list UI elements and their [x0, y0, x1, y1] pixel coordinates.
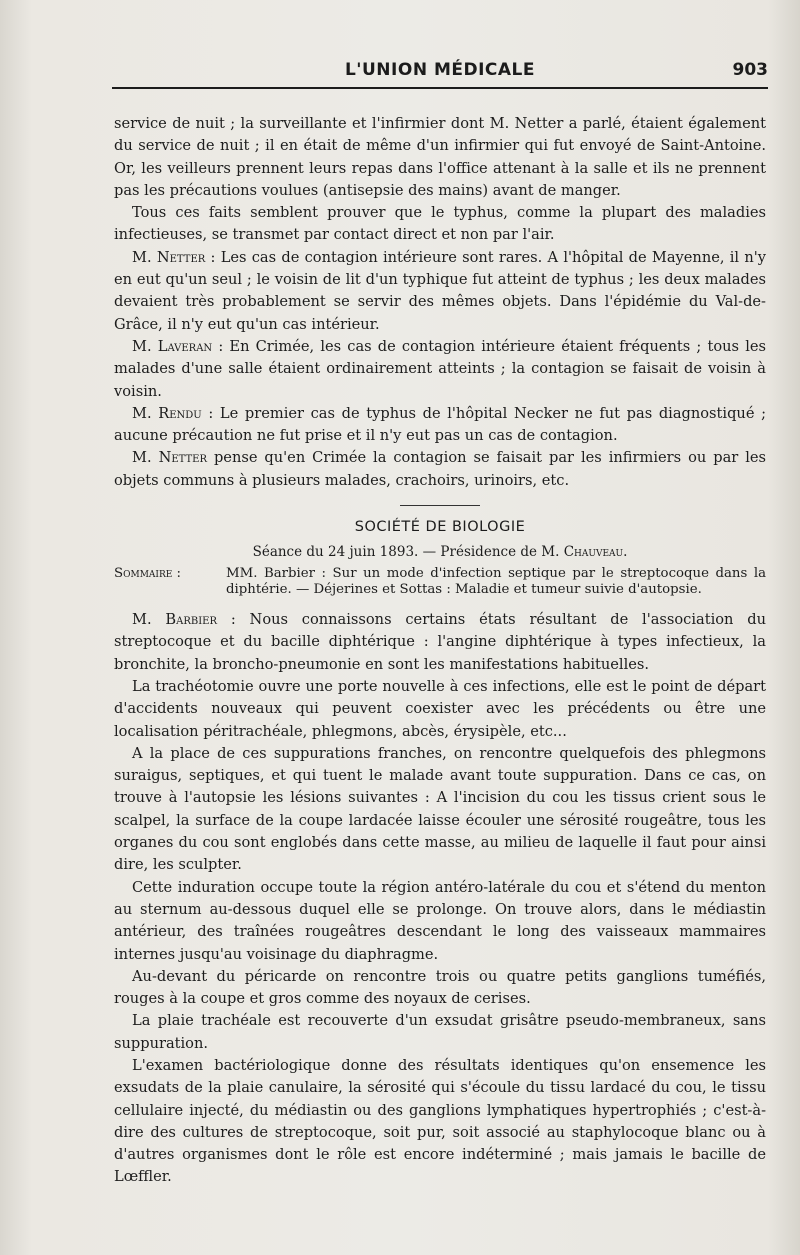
body-text	[114, 113, 766, 1189]
running-title: L'UNION MÉDICALE	[344, 60, 536, 80]
speaker-name: Netter	[156, 248, 206, 266]
speech-text: : Nous connaissons certains états résultant de l'association du streptocoque et du bacille diphtérique : l'angine diphtérique à types infectieux, la bronchite, la broncho-pneumonie en sont les manifestations habituelles.	[114, 611, 766, 673]
speech-text: : Le premier cas de typhus de l'hôpital Necker ne fut pas diagnostiqué ; aucune précaution ne fut prise et il n'y eut pas un cas de contagion.	[114, 404, 767, 445]
speech-text: : En Crimée, les cas de contagion intérieure étaient fréquents ; tous les malades d'une salle étaient ordinairement atteints ; la contagion se faisait de voisin à voisin.	[114, 337, 766, 400]
page-header	[112, 56, 768, 92]
paragraph: Cette induration occupe toute la région antéro-latérale du cou et s'étend du menton au sternum au-dessous duquel elle se prolonge. On trouve alors, dans le médiastin antérieur, des traînées rougeâtres descendant le long des vaisseaux mammaires internes jusqu'au voisinage du diaphragme.	[114, 878, 766, 963]
speech-netter	[114, 247, 766, 336]
speaker-name: Laveran	[157, 337, 213, 355]
page-number: 903	[732, 60, 768, 80]
paragraph: L'examen bactériologique donne des résultats identiques qu'on ensemence les exsudats de la plaie canulaire, la sérosité qui s'écoule du tissu lardacé du cou, le tissu cellulaire injecté, du médiastin ou des ganglions lymphatiques hypertrophiés ; c'est-à-dire des cultures de streptocoque, soit pur, soit associé au staphylocoque blanc ou à d'autres organismes dont le rôle est encore indéterminé ; mais jamais le bacille de Lœffler.	[114, 1056, 766, 1186]
speech-netter-2	[114, 447, 766, 492]
speaker-prefix: M.	[132, 404, 152, 422]
speaker-prefix: M.	[132, 337, 152, 355]
seance-suffix: .	[623, 544, 628, 561]
seance-line	[114, 542, 766, 562]
speaker-prefix: M.	[132, 611, 152, 629]
speech-text: : Les cas de contagion intérieure sont rares. A l'hôpital de Mayenne, il n'y en eut qu'un seul ; le voisin de lit d'un typhique fut atteint de typhus ; les deux malades devaient très probablement se servir des mêmes objets. Dans l'épidémie du Val-de-Grâce, il n'y eut qu'un cas intérieur.	[114, 248, 766, 333]
seance-prefix: Séance du 24 juin 1893. — Présidence de M.	[252, 544, 564, 561]
paragraph: La trachéotomie ouvre une porte nouvelle à ces infections, elle est le point de départ d'accidents nouveaux qui peuvent coexister avec les précédents ou être une localisation péritrachéale, phlegmons, abcès, érysipèle, etc...	[114, 677, 766, 740]
section-divider	[400, 505, 480, 506]
sommaire	[114, 566, 766, 597]
paragraph: La plaie trachéale est recouverte d'un exsudat grisâtre pseudo-membraneux, sans suppuration.	[114, 1012, 766, 1052]
speech-text: pense qu'en Crimée la contagion se faisait par les infirmiers ou par les objets communs à plusieurs malades, crachoirs, urinoirs, etc.	[114, 449, 766, 489]
president-name: Chauveau	[563, 544, 624, 561]
section-title: SOCIÉTÉ DE BIOLOGIE	[354, 519, 526, 536]
paragraph: service de nuit ; la surveillante et l'infirmier dont M. Netter a parlé, étaient également du service de nuit ; il en était de même d'un infirmier qui fut envoyé de Saint-Antoine. Or, les veilleurs prennent leurs repas dans l'office attenant à la salle et ils ne prennent pas les précautions voulues (antisepsie des mains) avant de manger.	[114, 115, 766, 199]
speech-laveran	[114, 336, 766, 403]
paragraph: A la place de ces suppurations franches, on rencontre quelquefois des phlegmons suraigus, septiques, et qui tuent le malade avant toute suppuration. Dans ce cas, on trouve à l'autopsie les lésions suivantes : A l'incision du cou les tissus crient sous le scalpel, la surface de la coupe lardacée laisse écouler une sérosité rougeâtre, tous les organes du cou sont englobés dans cette masse, au milieu de laquelle il faut pour ainsi dire, les sculpter.	[114, 744, 766, 874]
paragraph: Tous ces faits semblent prouver que le typhus, comme la plupart des maladies infectieuses, se transmet par contact direct et non par l'air.	[114, 204, 766, 244]
speaker-name: Netter	[158, 449, 207, 467]
paragraph: Au-devant du péricarde on rencontre trois ou quatre petits ganglions tuméfiés, rouges à la coupe et gros comme des noyaux de cerises.	[114, 967, 766, 1008]
speaker-prefix: M.	[132, 449, 152, 467]
speech-rendu	[114, 403, 766, 448]
speaker-name: Barbier	[165, 611, 218, 629]
sommaire-label: Sommaire :	[114, 566, 182, 582]
speech-barbier	[114, 609, 766, 676]
speaker-prefix: M.	[132, 248, 152, 266]
sommaire-text: MM. Barbier : Sur un mode d'infection septique par le streptocoque dans la diphtérie. — Déjerines et Sottas : Maladie et tumeur suivie d'autopsie.	[226, 566, 766, 597]
speaker-name: Rendu	[158, 404, 202, 422]
header-rule	[112, 87, 768, 89]
